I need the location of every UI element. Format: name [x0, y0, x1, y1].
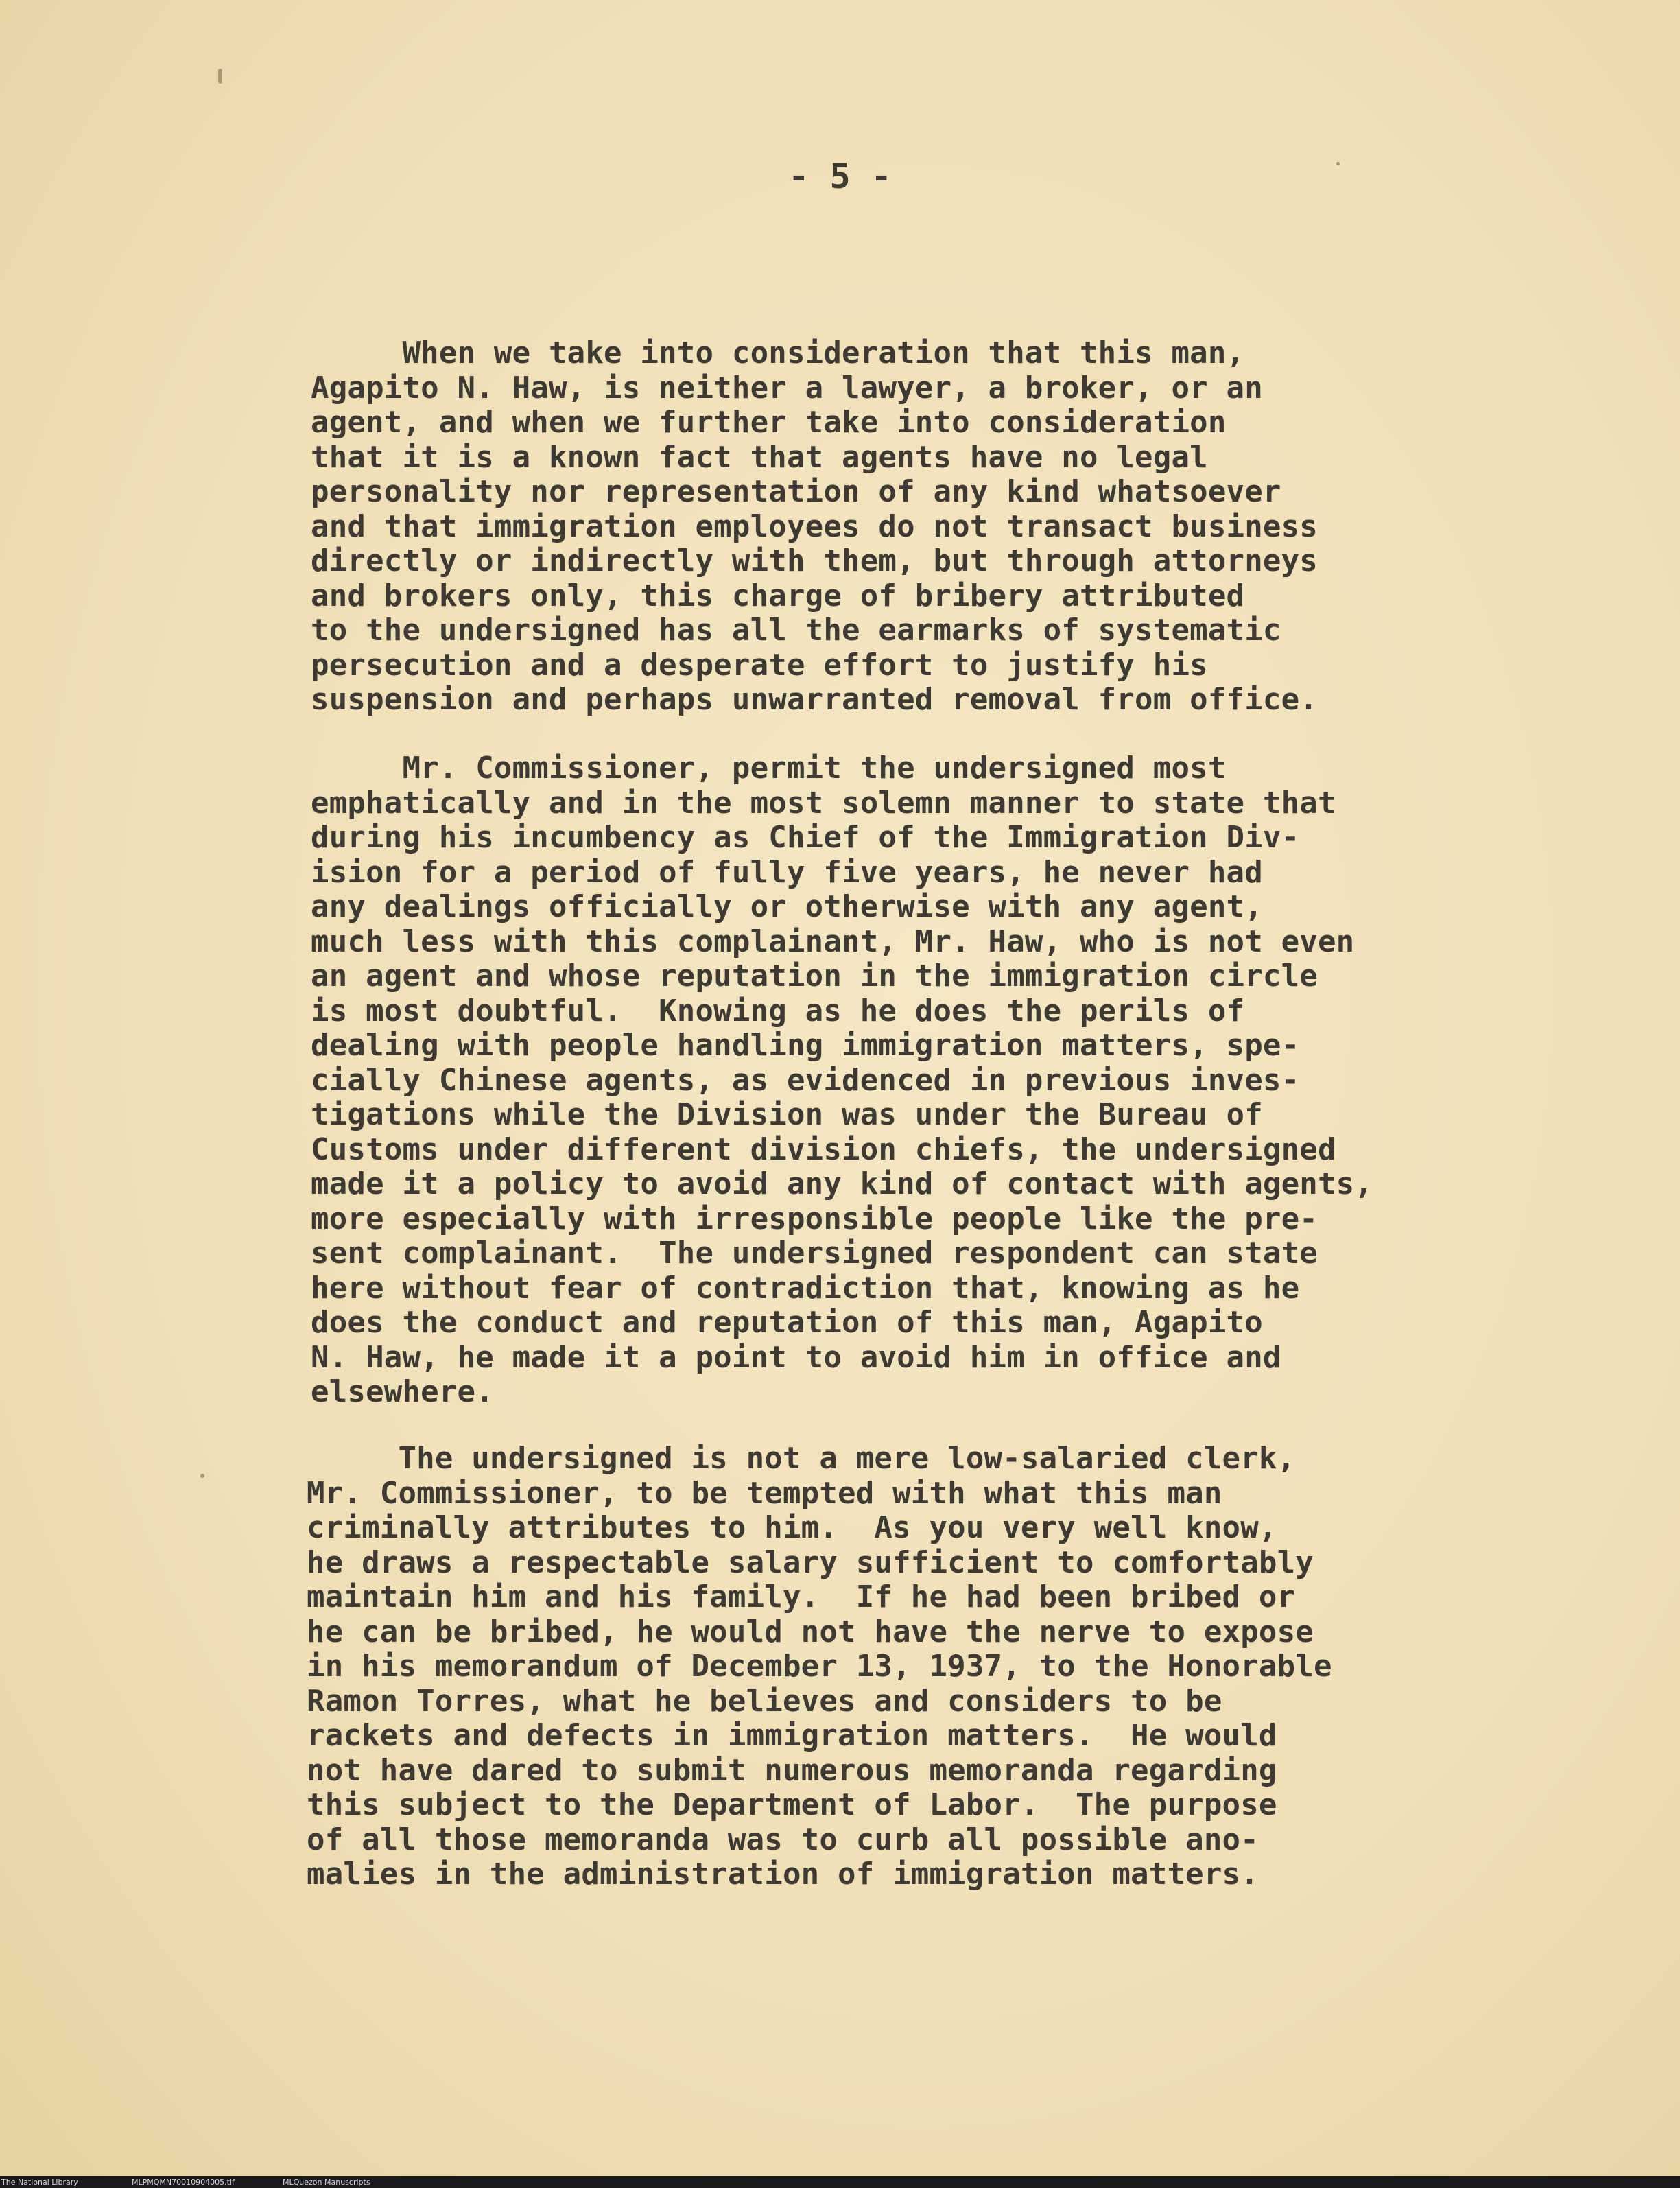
text-line: Mr. Commissioner, permit the undersigned most: [311, 751, 1227, 786]
text-line: made it a policy to avoid any kind of contact with agents,: [311, 1166, 1373, 1201]
text-line: rackets and defects in immigration matters. He would: [307, 1718, 1277, 1753]
page-number: - 5 -: [788, 156, 892, 196]
text-line: to the undersigned has all the earmarks of systematic: [311, 613, 1281, 648]
text-line: Customs under different division chiefs, the undersigned: [311, 1131, 1336, 1167]
text-line: persecution and a desperate effort to justify his: [311, 647, 1208, 683]
archive-footer: [0, 2176, 1680, 2188]
text-line: emphatically and in the most solemn manner to state that: [311, 785, 1336, 821]
text-line: here without fear of contradiction that, knowing as he: [311, 1270, 1300, 1306]
paragraph-1: [311, 336, 1318, 718]
paper-speck: [200, 1474, 204, 1478]
text-line: sent complainant. The undersigned respondent can state: [311, 1236, 1318, 1271]
text-line: cially Chinese agents, as evidenced in previous inves-: [311, 1062, 1300, 1098]
text-line: more especially with irresponsible people like the pre-: [311, 1201, 1318, 1236]
text-line: The undersigned is not a mere low-salaried clerk,: [307, 1441, 1296, 1476]
text-line: elsewhere.: [311, 1374, 494, 1409]
footer-library: The National Library: [1, 2178, 78, 2187]
text-line: during his incumbency as Chief of the Immigration Div-: [311, 820, 1300, 855]
text-line: not have dared to submit numerous memoranda regarding: [307, 1752, 1277, 1788]
text-line: criminally attributes to him. As you very well know,: [307, 1510, 1277, 1545]
text-line: is most doubtful. Knowing as he does the perils of: [311, 993, 1245, 1028]
text-line: ision for a period of fully five years, he never had: [311, 854, 1263, 890]
text-line: this subject to the Department of Labor. The purpose: [307, 1787, 1277, 1822]
text-line: maintain him and his family. If he had been bribed or: [307, 1579, 1296, 1614]
text-line: suspension and perhaps unwarranted removal from office.: [311, 682, 1318, 717]
text-line: personality nor representation of any kind whatsoever: [311, 474, 1281, 509]
text-line: much less with this complainant, Mr. Haw, who is not even: [311, 924, 1355, 959]
text-line: and that immigration employees do not transact business: [311, 508, 1318, 544]
text-line: in his memorandum of December 13, 1937, to the Honorable: [307, 1649, 1332, 1684]
text-line: any dealings officially or otherwise with any agent,: [311, 889, 1263, 924]
text-line: tigations while the Division was under the Bureau of: [311, 1097, 1263, 1132]
text-line: agent, and when we further take into consideration: [311, 405, 1227, 440]
text-line: he can be bribed, he would not have the nerve to expose: [307, 1614, 1314, 1649]
text-line: N. Haw, he made it a point to avoid him in office and: [311, 1339, 1281, 1375]
paragraph-3: [307, 1442, 1332, 1892]
text-line: Agapito N. Haw, is neither a lawyer, a broker, or an: [311, 370, 1263, 405]
paper-speck: [218, 69, 222, 84]
text-line: dealing with people handling immigration matters, spe-: [311, 1028, 1300, 1063]
text-line: an agent and whose reputation in the immigration circle: [311, 958, 1318, 993]
text-line: he draws a respectable salary sufficient to comfortably: [307, 1544, 1314, 1580]
footer-filename: MLPMQMN70010904005.tif: [132, 2178, 235, 2187]
paragraph-2: [311, 751, 1373, 1410]
text-line: When we take into consideration that this man,: [311, 336, 1245, 370]
text-line: Ramon Torres, what he believes and considers to be: [307, 1683, 1222, 1719]
text-line: and brokers only, this charge of bribery attributed: [311, 578, 1245, 613]
text-line: that it is a known fact that agents have no legal: [311, 439, 1208, 475]
text-line: of all those memoranda was to curb all possible ano-: [307, 1822, 1259, 1857]
text-line: directly or indirectly with them, but through attorneys: [311, 543, 1318, 578]
footer-collection: MLQuezon Manuscripts: [283, 2178, 370, 2187]
text-line: does the conduct and reputation of this man, Agapito: [311, 1305, 1263, 1340]
text-line: Mr. Commissioner, to be tempted with what this man: [307, 1475, 1222, 1511]
text-line: malies in the administration of immigration matters.: [307, 1857, 1259, 1892]
